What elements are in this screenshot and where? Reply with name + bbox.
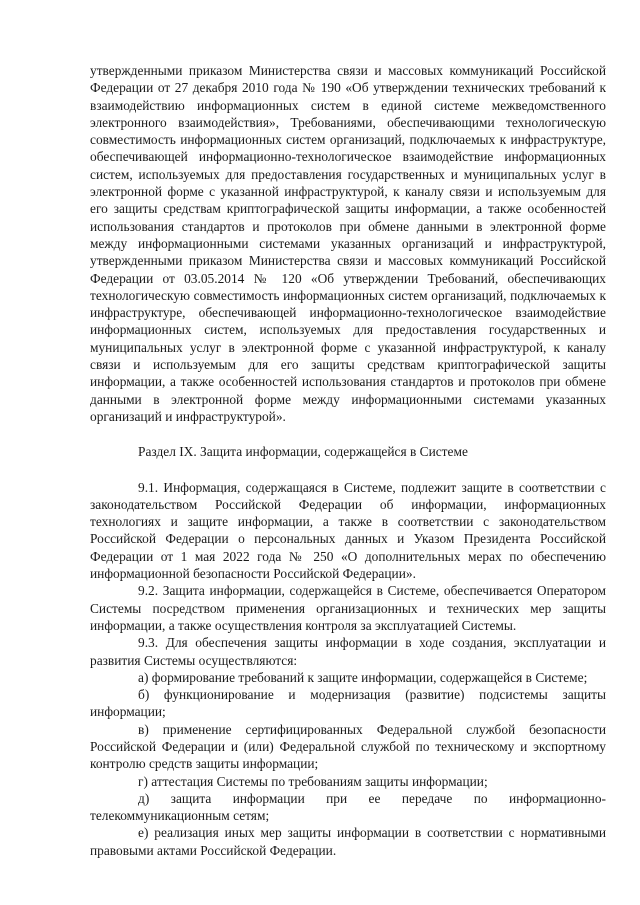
list-item-b: б) функционирование и модернизация (развитие) подсистемы защиты информации; xyxy=(90,687,606,720)
list-item-a: а) формирование требований к защите информации, содержащейся в Системе; xyxy=(138,669,588,685)
list-item-e: е) реализация иных мер защиты информации в соответствии с нормативными правовыми актами Российской Федерации. xyxy=(90,825,606,858)
list-item-v: в) применение сертифицированных Федеральной службой безопасности Российской Федерации и (или) Федеральной службой по техническому и экспортному контролю средств защиты информации; xyxy=(90,721,606,772)
document-body xyxy=(90,62,606,859)
paragraph-9-2: 9.2. Защита информации, содержащейся в Системе, обеспечивается Оператором Системы посредством применения организационных и технических мер защиты информации, а также осуществления контроля за эксплуатацией Системы. xyxy=(90,583,606,633)
list-item-g: г) аттестация Системы по требованиям защиты информации; xyxy=(138,773,488,789)
list-item-d: д) защита информации при ее передаче по информационно-телекоммуникационным сетям; xyxy=(90,790,606,824)
paragraph-9-1: 9.1. Информация, содержащаяся в Системе, подлежит защите в соответствии с законодательством Российской Федерации об информации, информационных технологиях и защите информации, а также в соответствии с законодательством Российской Федерации о персональных данных и Указом Президента Российской Федерации от 1 мая 2022 года № 250 «О дополнительных мерах по обеспечению информационной безопасности Российской Федерации». xyxy=(90,479,606,582)
intro-paragraph: утвержденными приказом Министерства связи и массовых коммуникаций Российской Федерации от 27 декабря 2010 года № 190 «Об утверждении технических требований к взаимодействию информационных систем в единой системе межведомственного электронного взаимодействия», Требованиями, обеспечивающими технологическую совместимость информационных систем организаций, подключаемых к инфраструктуре, обеспечивающей информационно-технологическое взаимодействие информационных систем, используемых для предоставления государственных и муниципальных услуг в электронной форме с указанной инфраструктурой, к каналу связи и используемым для его защиты средствам криптографической защиты информации, а также особенностей использования стандартов и протоколов при обмене данными в электронной форме между информационными системами указанных организаций и инфраструктурой, утвержденными приказом Министерства связи и массовых коммуникаций Российской Федерации от 03.05.2014 № 120 «Об утверждении Требований, обеспечивающих технологическую совместимость информационных систем организаций, подключаемых к инфраструктуре, обеспечивающей информационно-технологическое взаимодействие информационных систем, используемых для предоставления государственных и муниципальных услуг в электронной форме с указанной инфраструктурой, к каналу связи и используемым для его защиты средствам криптографической защиты информации, а также особенностей использования стандартов и протоколов при обмене данными в электронной форме между информационными системами указанных организаций и инфраструктурой». xyxy=(90,63,606,424)
paragraph-9-3: 9.3. Для обеспечения защиты информации в ходе создания, эксплуатации и развития Системы осуществляются: xyxy=(90,635,606,668)
section-heading: Раздел IX. Защита информации, содержащейся в Системе xyxy=(138,444,468,460)
